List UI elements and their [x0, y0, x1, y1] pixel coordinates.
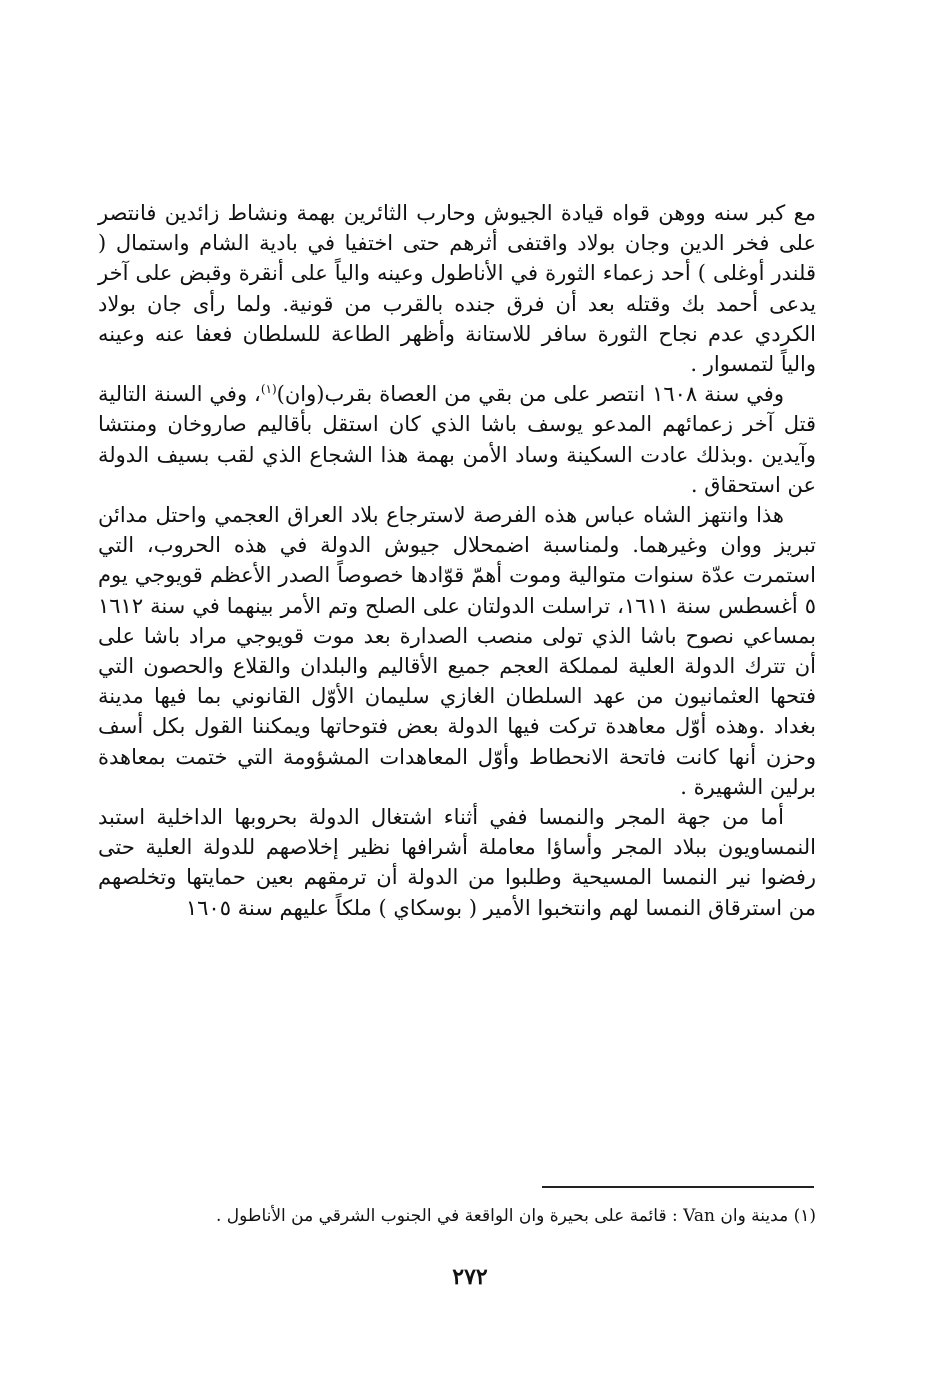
paragraph-3: هذا وانتهز الشاه عباس هذه الفرصة لاسترجاع بلاد العراق العجمي واحتل مدائن تبريز ووان وغيرهما. ولمناسبة اضمحلال جيوش الدولة في هذه الحروب، التي استمرت عدّة سنوات متوالية وموت أهمّ قوّادها خصوصاً الصدر الأعظم قويوجي يوم ٥ أغسطس سنة ١٦١١، تراسلت الدولتان على الصلح وتم الأمر بينهما في سنة ١٦١٢ بمساعي نصوح باشا الذي تولى منصب الصدارة بعد موت قويوجي مراد باشا على أن تترك الدولة العلية لمملكة العجم جميع الأقاليم والبلدان والقلاع والحصون التي فتحها العثمانيون من عهد السلطان الغازي سليمان الأوّل القانوني بما فيها مدينة بغداد .وهذه أوّل معاهدة تركت فيها الدولة بعض فتوحاتها ويمكننا القول بكل أسف وحزن أنها كانت فاتحة الانحطاط وأوّل المعاهدات المشؤومة التي ختمت بمعاهدة برلين الشهيرة .: [98, 503, 816, 799]
footnote-divider: [542, 1186, 814, 1188]
paragraph-2: [98, 379, 816, 500]
paragraph-1: مع كبر سنه ووهن قواه قيادة الجيوش وحارب الثائرين بهمة ونشاط زائدين فانتصر على فخر الدين وجان بولاد واقتفى أثرهم حتى اختفيا في بادية الشام واستمال ( قلندر أوغلى ) أحد زعماء الثورة في الأناطول وعينه والياً على أنقرة وقبض على آخر يدعى أحمد بك وقتله بعد أن فرق جنده بالقرب من قونية. ولما رأى جان بولاد الكردي عدم نجاح الثورة سافر للاستانة وأظهر الطاعة للسلطان فعفا عنه وعينه والياً لتمسوار .: [98, 201, 816, 377]
footnote: (١) مدينة وان Van : قائمة على بحيرة وان الواقعة في الجنوب الشرقي من الأناطول .: [215, 1206, 816, 1226]
paragraph-4: أما من جهة المجر والنمسا ففي أثناء اشتغال الدولة بحروبها الداخلية استبد النمساويون ببلاد المجر وأساؤا معاملة أشرافها نظير إخلاصهم للدولة العلية حتى رفضوا نير النمسا المسيحية وطلبوا من الدولة أن ترمقهم بعين حمايتها وتخلصهم من استرقاق النمسا لهم وانتخبوا الأمير ( بوسكاي ) ملكاً عليهم سنة ١٦٠٥: [98, 805, 816, 920]
footnote-reference: (١): [260, 382, 277, 397]
paragraph-2-text-b: ، وفي السنة التالية قتل آخر زعمائهم المدعو يوسف باشا الذي كان استقل بأقاليم صاروخان ومنتشا وآيدين .وبذلك عادت السكينة وساد الأمن بهمة هذا الشجاع الذي لقب بسيف الدولة عن استحقاق .: [98, 382, 816, 497]
page-number: ٢٧٢: [452, 1264, 488, 1290]
paragraph-2-text-a: وفي سنة ١٦٠٨ انتصر على من بقي من العصاة بقرب(وان): [276, 382, 784, 407]
main-text: [98, 198, 816, 923]
